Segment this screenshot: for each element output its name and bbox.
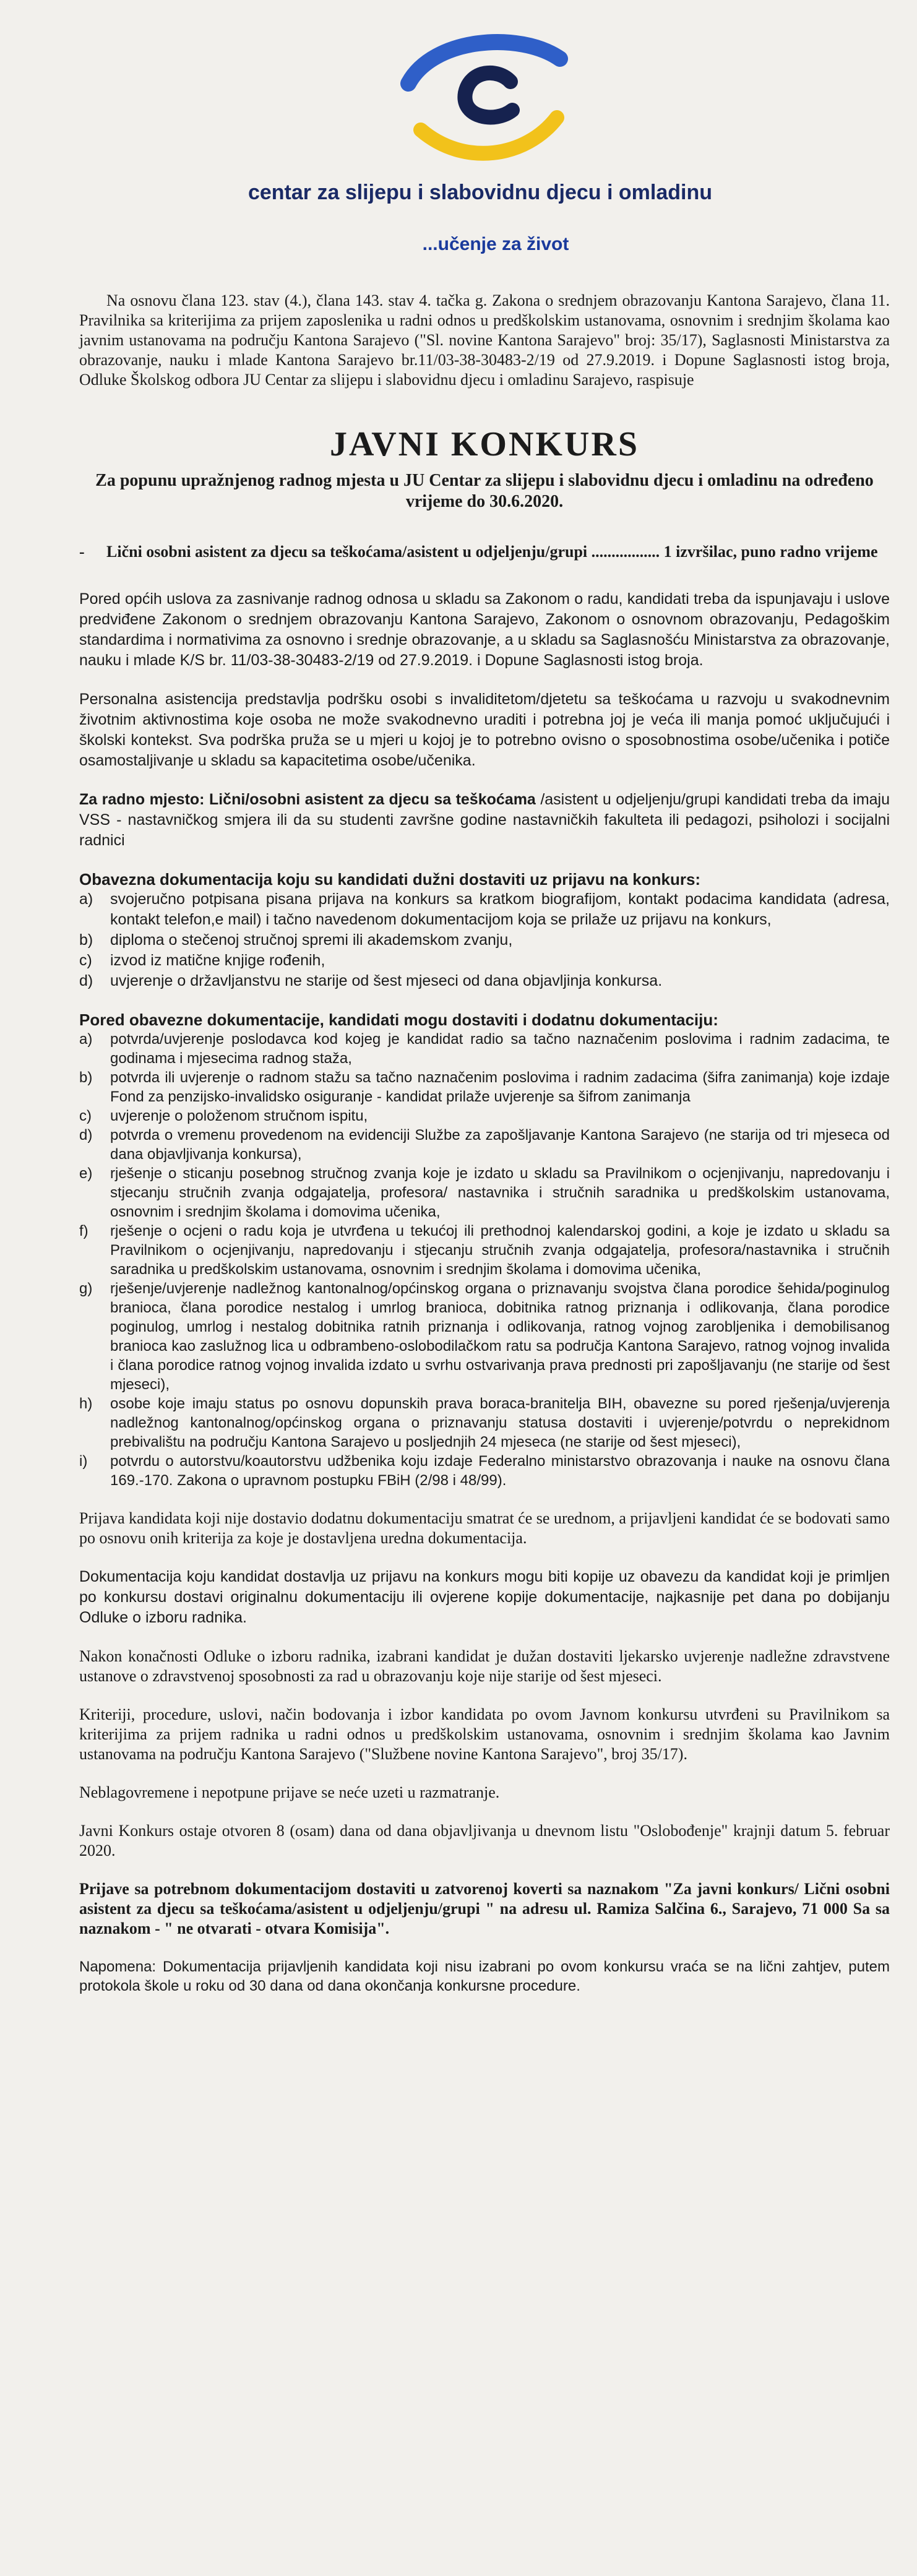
list-label: f) [79, 1223, 88, 1239]
list-label: h) [79, 1395, 93, 1412]
org-name: centar za slijepu i slabovidnu djecu i omladinu [248, 181, 713, 204]
list-item [79, 1164, 890, 1221]
list-text: izvod iz matične knjige rođenih, [110, 952, 325, 969]
list-text: rješenje o ocjeni o radu koja je utvrđena u tekućoj ili prethodnoj kalendarskoj godini, a koje je izdato u skladu sa Pravilnikom o ocjenjivanju, napredovanju i stjecanju stručnih zvanja odgajatelja, profesora/nastavnika i stručnih saradnika u predškolskim ustanovama, osnovnim i srednjim školama i domovima učenika, [110, 1223, 890, 1278]
list-item [79, 930, 890, 950]
list-label: d) [79, 972, 93, 989]
list-item [79, 889, 890, 930]
list-item [79, 1030, 890, 1068]
list-label: e) [79, 1165, 93, 1182]
additional-list [79, 1030, 890, 1490]
page-subtitle: Za popunu upražnjenog radnog mjesta u JU Centar za slijepu i slabovidnu djecu i omladinu na određeno vrijeme do 30.6.2020. [95, 471, 874, 511]
list-text: potvrdu o autorstvu/koautorstvu udžbenika koju izdaje Federalno ministarstvo obrazovanja i nauke na osnovu člana 169.-170. Zakona o upravnom postupku FBiH (2/98 i 48/99). [110, 1453, 890, 1489]
list-item [79, 950, 890, 971]
list-item [79, 1394, 890, 1452]
intro-paragraph: Na osnovu člana 123. stav (4.), člana 143. stav 4. tačka g. Zakona o srednjem obrazovanju Kantona Sarajevo, člana 11. Pravilnika sa kriterijima za prijem zaposlenika u radni odnos u predškolskim ustanovama, osnovnim i srednjim školama kao javnim ustanovama na području Kantona Sarajevo ("Sl. novine Kantona Sarajevo" broj: 35/17), Saglasnosti Ministarstva za obrazovanje, nauku i mlade Kantona Sarajevo br.11/03-38-30483-2/19 od 27.9.2019. i Dopune Saglasnosti istog broja, Odluke Školskog odbora JU Centar za slijepu i slabovidnu djecu i omladinu Sarajevo, raspisuje [79, 291, 890, 389]
list-label: a) [79, 890, 93, 908]
list-label: g) [79, 1280, 93, 1297]
list-label: c) [79, 952, 92, 969]
centar-logo-icon [396, 25, 569, 167]
list-text: uvjerenje o državljanstvu ne starije od šest mjeseci od dana objavljinja konkursa. [110, 972, 663, 989]
additional-heading: Pored obavezne dokumentacije, kandidati mogu dostaviti i dodatnu dokumentaciju: [79, 1010, 718, 1029]
list-label: b) [79, 931, 93, 949]
list-label: a) [79, 1031, 93, 1048]
list-text: potvrda o vremenu provedenom na evidenciji Službe za zapošljavanje Kantona Sarajevo (ne starija od tri mjeseca od dana objavljivanja konkursa), [110, 1127, 890, 1163]
list-text: potvrda/uvjerenje poslodavca kod kojeg je kandidat radio sa tačno naznačenim poslovima i radnim zadacima, te godinama i mjesecima radnog staža, [110, 1031, 890, 1067]
mandatory-list [79, 889, 890, 991]
paragraph-ljekarsko: Nakon konačnosti Odluke o izboru radnika, izabrani kandidat je dužan dostaviti ljekarsko uvjerenje nadležne zdravstvene ustanove o zdravstvenoj sposobnosti za rad u obrazovanju koje nije starije od šest mjeseci. [79, 1647, 890, 1685]
list-item [79, 1452, 890, 1490]
position-text: Lični osobni asistent za djecu sa teškoćama/asistent u odjeljenju/grupi ................. 1 izvršilac, puno radno vrijeme [106, 543, 878, 561]
job-requirements-text: /asistent u odjeljenju/grupi kandidati treba da imaju VSS - nastavničkog smjera ili da su studenti završne godine nastavničkih fakulteta ili pedagozi, psiholozi i socijalni radnici [79, 791, 890, 849]
list-text: potvrda ili uvjerenje o radnom stažu sa tačno naznačenim poslovima i radnim zadacima (šifra zanimanja) koje izdaje Fond za penzijsko-invalidsko osiguranje - kandidat prilaže uvjerenje sa šifrom zanimanja [110, 1069, 890, 1105]
paragraph-neblagovremene: Neblagovremene i nepotpune prijave se neće uzeti u razmatranje. [79, 1783, 500, 1801]
paragraph-kopije: Dokumentacija koju kandidat dostavlja uz prijavu na konkurs mogu biti kopije uz obavezu da kandidat koji je primljen po konkursu dostavi originalnu dokumentaciju ili ovjerene kopije dokumentacije, najkasnije pet dana po dobijanju Odluke o izboru radnika. [79, 1568, 890, 1626]
tagline: ...učenje za život [422, 234, 569, 254]
list-label: c) [79, 1108, 92, 1124]
paragraph-dodatna: Prijava kandidata koji nije dostavio dodatnu dokumentaciju smatrat će se urednom, a prijavljeni kandidat će se bodovati samo po osnovu onih kriterija za koje je dostavljena uredna dokumentacija. [79, 1509, 890, 1547]
list-item [79, 1126, 890, 1164]
list-item [79, 1221, 890, 1279]
list-label: i) [79, 1453, 88, 1470]
list-text: osobe koje imaju status po osnovu dopunskih prava boraca-branitelja BIH, obavezne su pored rješenja/uvjerenja nadležnog kantonalnog/općinskog organa o priznavanju statusa dostaviti i uvjerenje/potvrdu o neprekidnom prebivalištu na području Kantona Sarajevo u posljednjih 24 mjeseca (ne starije od šest mjeseci), [110, 1395, 890, 1450]
job-requirements [79, 790, 890, 851]
assistance-paragraph: Personalna asistencija predstavlja podršku osobi s invaliditetom/djetetu sa teškoćama u razvoju u svakodnevnim životnim aktivnostima koje osoba ne može svakodnevno uraditi i potrebna joj je veća ili manja pomoć uključujući i školski kontekst. Sva podrška pruža se u mjeri u kojoj je to potrebno ovisno o sposobnostima osobe/učenika i potiče osamostaljivanje u skladu sa kapacitetima osobe/učenika. [79, 691, 890, 769]
notice-content [79, 291, 890, 2014]
list-label: b) [79, 1069, 93, 1086]
list-item [79, 971, 890, 991]
note-paragraph: Napomena: Dokumentacija prijavljenih kandidata koji nisu izabrani po ovom konkursu vraća se na lični zahtjev, putem protokola škole u roku od 30 dana od dana okončanja konkursne procedure. [79, 1958, 890, 1994]
list-text: uvjerenje o položenom stručnom ispitu, [110, 1108, 368, 1124]
list-item [79, 1106, 890, 1126]
list-item [79, 1279, 890, 1394]
position-item [79, 542, 890, 562]
job-requirements-label: Za radno mjesto: Lični/osobni asistent za djecu sa teškoćama [79, 791, 536, 808]
paragraph-rok: Javni Konkurs ostaje otvoren 8 (osam) dana od dana objavljivanja u dnevnom listu "Oslobođenje" krajnji datum 5. februar 2020. [79, 1822, 890, 1859]
conditions-paragraph: Pored općih uslova za zasnivanje radnog odnosa u skladu sa Zakonom o radu, kandidati treba da ispunjavaju i uslove predviđene Zakonom o srednjem obrazovanju Kantona Sarajevo, Zakonom o osnovnom obrazovanju, Pedagoškim standardima i normativima za osnovno i srednje obrazovanje, a u skladu sa Saglasnošću Ministarstva za obrazovanje, nauku i mlade K/S br. 11/03-38-30483-2/19 od 27.9.2019. i Dopune Saglasnosti istog broja. [79, 590, 890, 669]
list-text: rješenje/uvjerenje nadležnog kantonalnog/općinskog organa o priznavanju svojstva člana porodice šehida/poginulog branioca, člana porodice nestalog i umrlog branioca, dobitnika ratnog priznanja i odlikovanja, člana porodice poginulog, umrlog i nestalog dobitnika ratnih priznanja i odlikovanja, ratnog vojnog zarobljenika i demobilisanog branioca kao zaslužnog lica u odbrambeno-oslobodilačkom ratu sa područja Kantona Sarajevo, ratnog vojnog invalida i člana porodice ratnog vojnog invalida izdato u svrhu ostvarivanja prava prednosti pri zapošljavanju (ne starije od šest mjeseci), [110, 1280, 890, 1393]
mandatory-heading: Obavezna dokumentacija koju su kandidati dužni dostaviti uz prijavu na konkurs: [79, 870, 701, 889]
list-text: svojeručno potpisana pisana prijava na konkurs sa kratkom biografijom, kontakt podacima kandidata (adresa, kontakt telefon,e mail) i tačno navedenom dokumentacijom koja se prilaže uz prijavu na konkurs, [110, 890, 890, 928]
page-title: JAVNI KONKURS [329, 425, 640, 463]
list-text: rješenje o sticanju posebnog stručnog zvanja koje je izdato u skladu sa Pravilnikom o ocjenjivanju, napredovanju i stjecanju stručnih zvanja odgajatelja, profesora/ nastavnika i stručnih saradnika u predškolskim ustanovama, osnovnim i srednjim školama i domovima učenika, [110, 1165, 890, 1220]
list-text: diploma o stečenoj stručnoj spremi ili akademskom zvanju, [110, 931, 513, 949]
submission-paragraph: Prijave sa potrebnom dokumentacijom dostaviti u zatvorenoj koverti sa naznakom "Za javni konkurs/ Lični osobni asistent za djecu sa teškoćama/asistent u odjeljenju/grupi " na adresu ul. Ramiza Salčina 6., Sarajevo, 71 000 Sa sa naznakom - " ne otvarati - otvara Komisija". [79, 1880, 890, 1937]
paragraph-kriteriji: Kriteriji, procedure, uslovi, način bodovanja i izbor kandidata po ovom Javnom konkursu utvrđeni su Pravilnikom sa kriterijima za prijem radnika u radni odnos u predškolskim ustanovama, osnovnim i srednjim školama kao Javnim ustanovama na području Kantona Sarajevo ("Službene novine Kantona Sarajevo", broj 35/17). [79, 1705, 890, 1763]
list-label: d) [79, 1127, 93, 1144]
list-item [79, 1068, 890, 1106]
position-dash: - [79, 543, 85, 561]
